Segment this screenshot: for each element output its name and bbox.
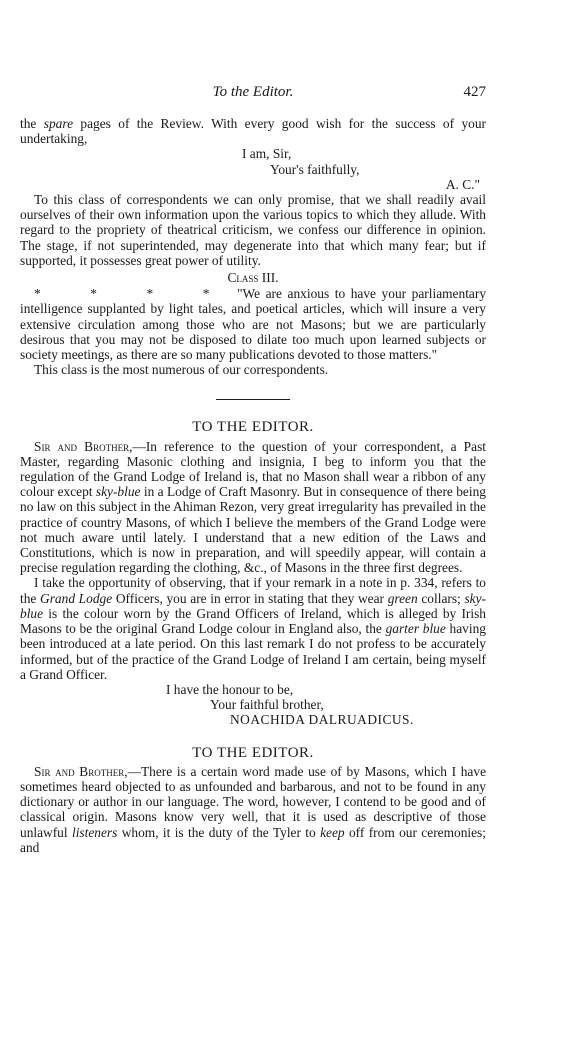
text-run: "We are anxious to have your parliamentary intelligence supplanted by light tales, and poetical articles, which will insure a very extensive circulation among those who are not Masons; but we are particularly desirous that you may not be disposed to dilate too much upon learned subjects or society meetings, as there are so many publications devoted to those matters." bbox=[20, 286, 487, 363]
summary-paragraph: This class is the most numerous of our correspondents. bbox=[34, 362, 329, 378]
signature-line-1: I am, Sir, bbox=[242, 146, 292, 162]
text-run: off from our ceremonies; and bbox=[20, 824, 486, 855]
text-run: —In reference to the question of your correspondent, a Past Master, regarding Masonic clothing and insignia, I beg to inform you that the regulation of the Grand Lodge of Ireland is, that no Mason shall wear a ribbon of any colour except bbox=[20, 438, 487, 500]
closing-line-2: Your faithful brother, bbox=[210, 697, 324, 713]
page-number: 427 bbox=[463, 84, 486, 100]
italic-term: sky-blue bbox=[20, 590, 487, 621]
text-run: whom, it is the duty of the Tyler to bbox=[117, 824, 321, 840]
letter-title: TO THE EDITOR. bbox=[192, 744, 314, 761]
page-content bbox=[20, 116, 486, 855]
letter-paragraph bbox=[20, 764, 486, 855]
closing-line-1: I have the honour to be, bbox=[166, 681, 294, 697]
italic-term: sky-blue bbox=[95, 484, 141, 500]
letter-title: TO THE EDITOR. bbox=[192, 419, 314, 436]
text-run: the bbox=[20, 116, 37, 131]
italic-term: keep bbox=[320, 824, 345, 840]
salutation: Sir and Brother, bbox=[34, 438, 133, 454]
text-run: collars; bbox=[417, 590, 465, 606]
asterisks: * * * * bbox=[34, 286, 232, 302]
text-run: pages of the Review. With every good wish for the success of your undertaking, bbox=[20, 116, 486, 147]
signature-line-2: Your's faithfully, bbox=[270, 161, 360, 177]
italic-term: green bbox=[387, 590, 418, 606]
text-run: Officers, you are in error in stating that they wear bbox=[112, 590, 388, 606]
italic-term: Grand Lodge bbox=[40, 590, 113, 606]
running-head: To the Editor. bbox=[212, 84, 294, 100]
italic-term: garter blue bbox=[385, 621, 446, 637]
italic-spare: spare bbox=[43, 116, 74, 131]
signature-name: NOACHIDA DALRUADICUS. bbox=[230, 712, 414, 728]
text-run: —There is a certain word made use of by Masons, which I have sometimes heard objected to as unfounded and barbarous, and not to be found in any dictionary or author in our language. The word, however, I contend to be good and of classical origin. Masons know very well, that it is used as descriptive of those unlawful bbox=[20, 763, 487, 840]
italic-term: listeners bbox=[71, 824, 118, 840]
text-run: is the colour worn by the Grand Officers of Ireland, which is alleged by Irish Masons to be the original Grand Lodge colour in England also, the bbox=[20, 605, 486, 637]
text-run: having been introduced at a late period. On this last remark I do not profess to be accurately informed, but of the practice of the Grand Lodge of Ireland I am certain, being myself a Grand Officer. bbox=[20, 621, 486, 682]
text-run: in a Lodge of Craft Masonry. But in consequence of there being no law on this subject in the Ahiman Rezon, very great irregularity has prevailed in the practice of country Masons, of which I believe the members of the Grand Lodge were not much aware until lately. I understand that a new edition of the Laws and Constitutions, which is now in preparation, and will speedily appear, will contain a precise regulation regarding the clothing, &c., of Masons in the three first degrees. bbox=[20, 484, 486, 576]
page-header bbox=[20, 84, 486, 104]
text-run: I take the opportunity of observing, that if your remark in a note in p. 334, refers to the bbox=[20, 575, 486, 606]
salutation: Sir and Brother, bbox=[34, 763, 128, 779]
section-divider bbox=[216, 399, 290, 400]
signature-initials: A. C." bbox=[445, 176, 480, 192]
section-gap bbox=[20, 728, 486, 746]
quoted-paragraph bbox=[20, 286, 486, 362]
class-heading: Class III. bbox=[227, 270, 279, 286]
letter-paragraph bbox=[20, 575, 486, 681]
letter-paragraph bbox=[20, 439, 486, 576]
commentary-paragraph: To this class of correspondents we can only promise, that we shall readily avail ourselves of their own information upon the various topics to which they allude. With regard to the propriety of theatrical criticism, we confess our difference in opinion. The stage, if not superintended, may degenerate into that which many fear; but if supported, it possesses great power of utility. bbox=[20, 192, 486, 268]
continued-paragraph bbox=[20, 116, 486, 146]
